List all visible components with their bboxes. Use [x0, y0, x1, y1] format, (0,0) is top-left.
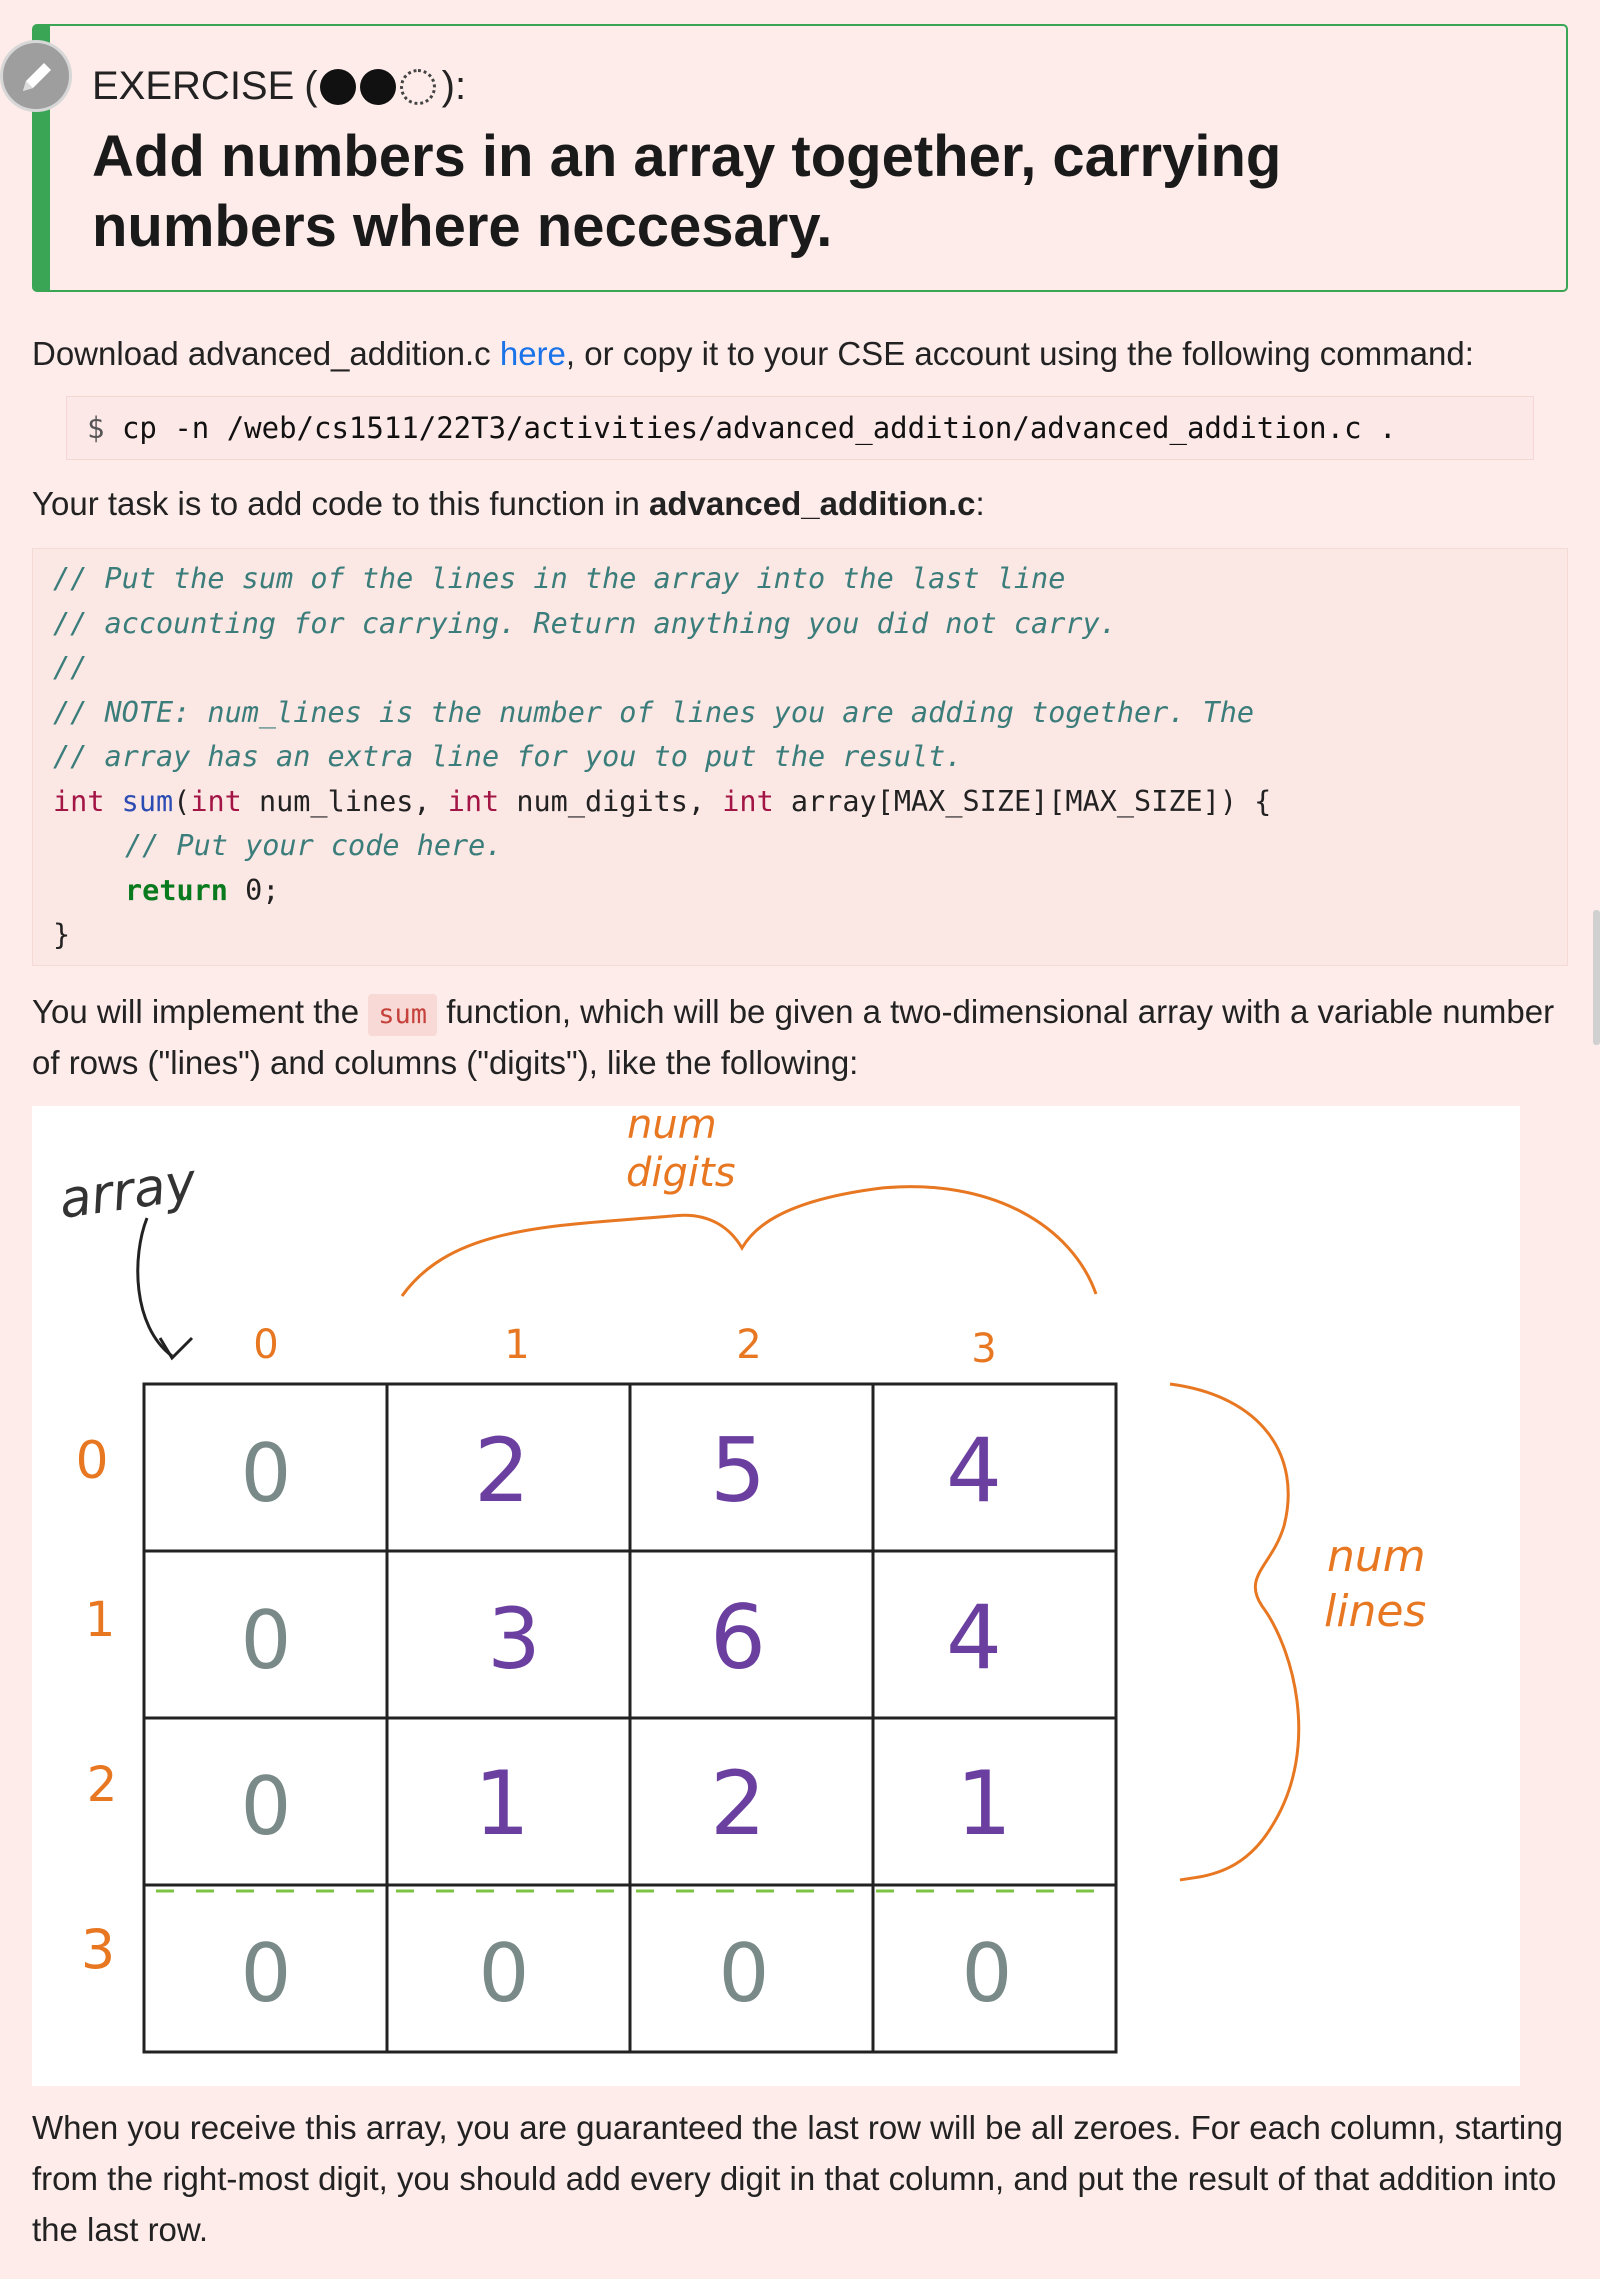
code-paren: (: [173, 784, 191, 818]
task-text: Your task is to add code to this function in: [32, 485, 649, 522]
array-cell: 4: [946, 1419, 1002, 1522]
code-comment: // accounting for carrying. Return anything you did not carry.: [53, 606, 1117, 640]
code-return-value: 0;: [227, 873, 280, 907]
shell-prompt: $: [87, 411, 105, 445]
open-paren: (: [304, 64, 318, 108]
array-cell: 2: [710, 1752, 766, 1855]
col-index: 0: [253, 1322, 279, 1368]
difficulty-dot-filled: [360, 69, 396, 105]
num-lines-brace: [1170, 1384, 1299, 1880]
download-text: Download advanced_addition.c: [32, 335, 500, 372]
row-index: 3: [80, 1918, 116, 1981]
difficulty-rating: [320, 69, 440, 105]
difficulty-dot-filled: [320, 69, 356, 105]
code-comment: //: [53, 651, 88, 684]
closing-paragraph: When you receive this array, you are guaranteed the last row will be all zeroes. For each column, starting from the right-most digit, you should add every digit in that column, and put the result of that addition into the last row.: [32, 2109, 1563, 2248]
code-comment: // array has an extra line for you to put the result.: [53, 740, 963, 773]
col-index: 3: [971, 1326, 997, 1372]
row-index: 1: [84, 1592, 116, 1648]
array-cell: 0: [240, 1594, 292, 1687]
code-param: array[MAX_SIZE][MAX_SIZE]) {: [773, 784, 1272, 818]
task-suffix: :: [975, 485, 985, 522]
array-cell: 1: [474, 1752, 530, 1855]
array-cell: 4: [946, 1586, 1002, 1689]
exercise-label-text: EXERCISE: [92, 64, 295, 108]
code-param: num_digits,: [499, 784, 723, 818]
code-body-comment-line: [33, 824, 1567, 869]
edit-button[interactable]: [0, 40, 72, 112]
command-text: cp -n /web/cs1511/22T3/activities/advanced_addition/advanced_addition.c .: [121, 411, 1397, 445]
array-label: array: [55, 1152, 200, 1231]
row-index: 0: [75, 1431, 109, 1491]
code-param: num_lines,: [241, 784, 448, 818]
array-diagram: [32, 1106, 1520, 2086]
array-arrow: [138, 1218, 172, 1356]
array-cell: 1: [956, 1752, 1012, 1855]
array-cell: 0: [240, 1427, 292, 1520]
close-paren: ):: [441, 64, 467, 108]
array-cell: 6: [710, 1586, 766, 1689]
array-diagram-svg: [32, 1106, 1520, 2086]
scrollbar-thumb[interactable]: [1593, 910, 1600, 1045]
function-signature: [33, 780, 1567, 825]
code-type: int: [447, 784, 500, 818]
row-index: 2: [86, 1757, 118, 1813]
code-return-line: [33, 869, 1567, 914]
task-paragraph: [32, 478, 1572, 529]
array-cell: 5: [710, 1419, 766, 1522]
code-comment: // Put your code here.: [125, 829, 503, 862]
code-block: [32, 548, 1568, 966]
code-type: int: [53, 784, 105, 818]
num-digits-label-2: digits: [626, 1150, 736, 1196]
array-cell: 0: [961, 1927, 1013, 2020]
arrow-head-icon: [160, 1338, 192, 1358]
implement-text: You will implement the: [32, 993, 369, 1030]
array-cell: 0: [718, 1927, 770, 2020]
copy-command-block[interactable]: [66, 396, 1534, 460]
col-index: 1: [504, 1322, 530, 1368]
implement-text-suffix: function, which will be given a two-dimensional array with a variable number of rows ("lines") and columns ("digits"), like the following:: [32, 993, 1555, 1081]
download-text-suffix: , or copy it to your CSE account using the following command:: [565, 335, 1474, 372]
array-cell: 3: [487, 1590, 541, 1688]
col-index: 2: [736, 1322, 762, 1368]
array-cell: 0: [478, 1927, 530, 2020]
exercise-title: Add numbers in an array together, carrying numbers where neccesary.: [92, 124, 1282, 259]
code-keyword: return: [125, 873, 228, 907]
difficulty-dot-empty: [400, 69, 436, 105]
code-type: int: [190, 784, 242, 818]
code-comment: // NOTE: num_lines is the number of lines you are adding together. The: [53, 695, 1255, 729]
num-digits-label-1: num: [627, 1106, 717, 1148]
array-cell: 2: [474, 1419, 530, 1522]
num-lines-label-1: num: [1327, 1531, 1426, 1582]
download-link[interactable]: here: [499, 335, 566, 372]
code-function-name: sum: [121, 784, 174, 818]
inline-code-sum: sum: [368, 994, 437, 1036]
implement-paragraph: [32, 986, 1572, 1088]
code-close-brace: }: [53, 918, 71, 951]
pencil-icon: [17, 57, 57, 97]
num-digits-brace: [402, 1187, 1096, 1296]
download-paragraph: [32, 328, 1572, 379]
array-cell: 0: [240, 1927, 292, 2020]
task-filename: advanced_addition.c: [649, 485, 976, 522]
array-cell: 0: [240, 1760, 292, 1853]
num-lines-label-2: lines: [1324, 1586, 1427, 1637]
code-comment: // Put the sum of the lines in the array into the last line: [53, 562, 1066, 595]
exercise-label: [92, 64, 466, 109]
code-type: int: [722, 784, 774, 818]
